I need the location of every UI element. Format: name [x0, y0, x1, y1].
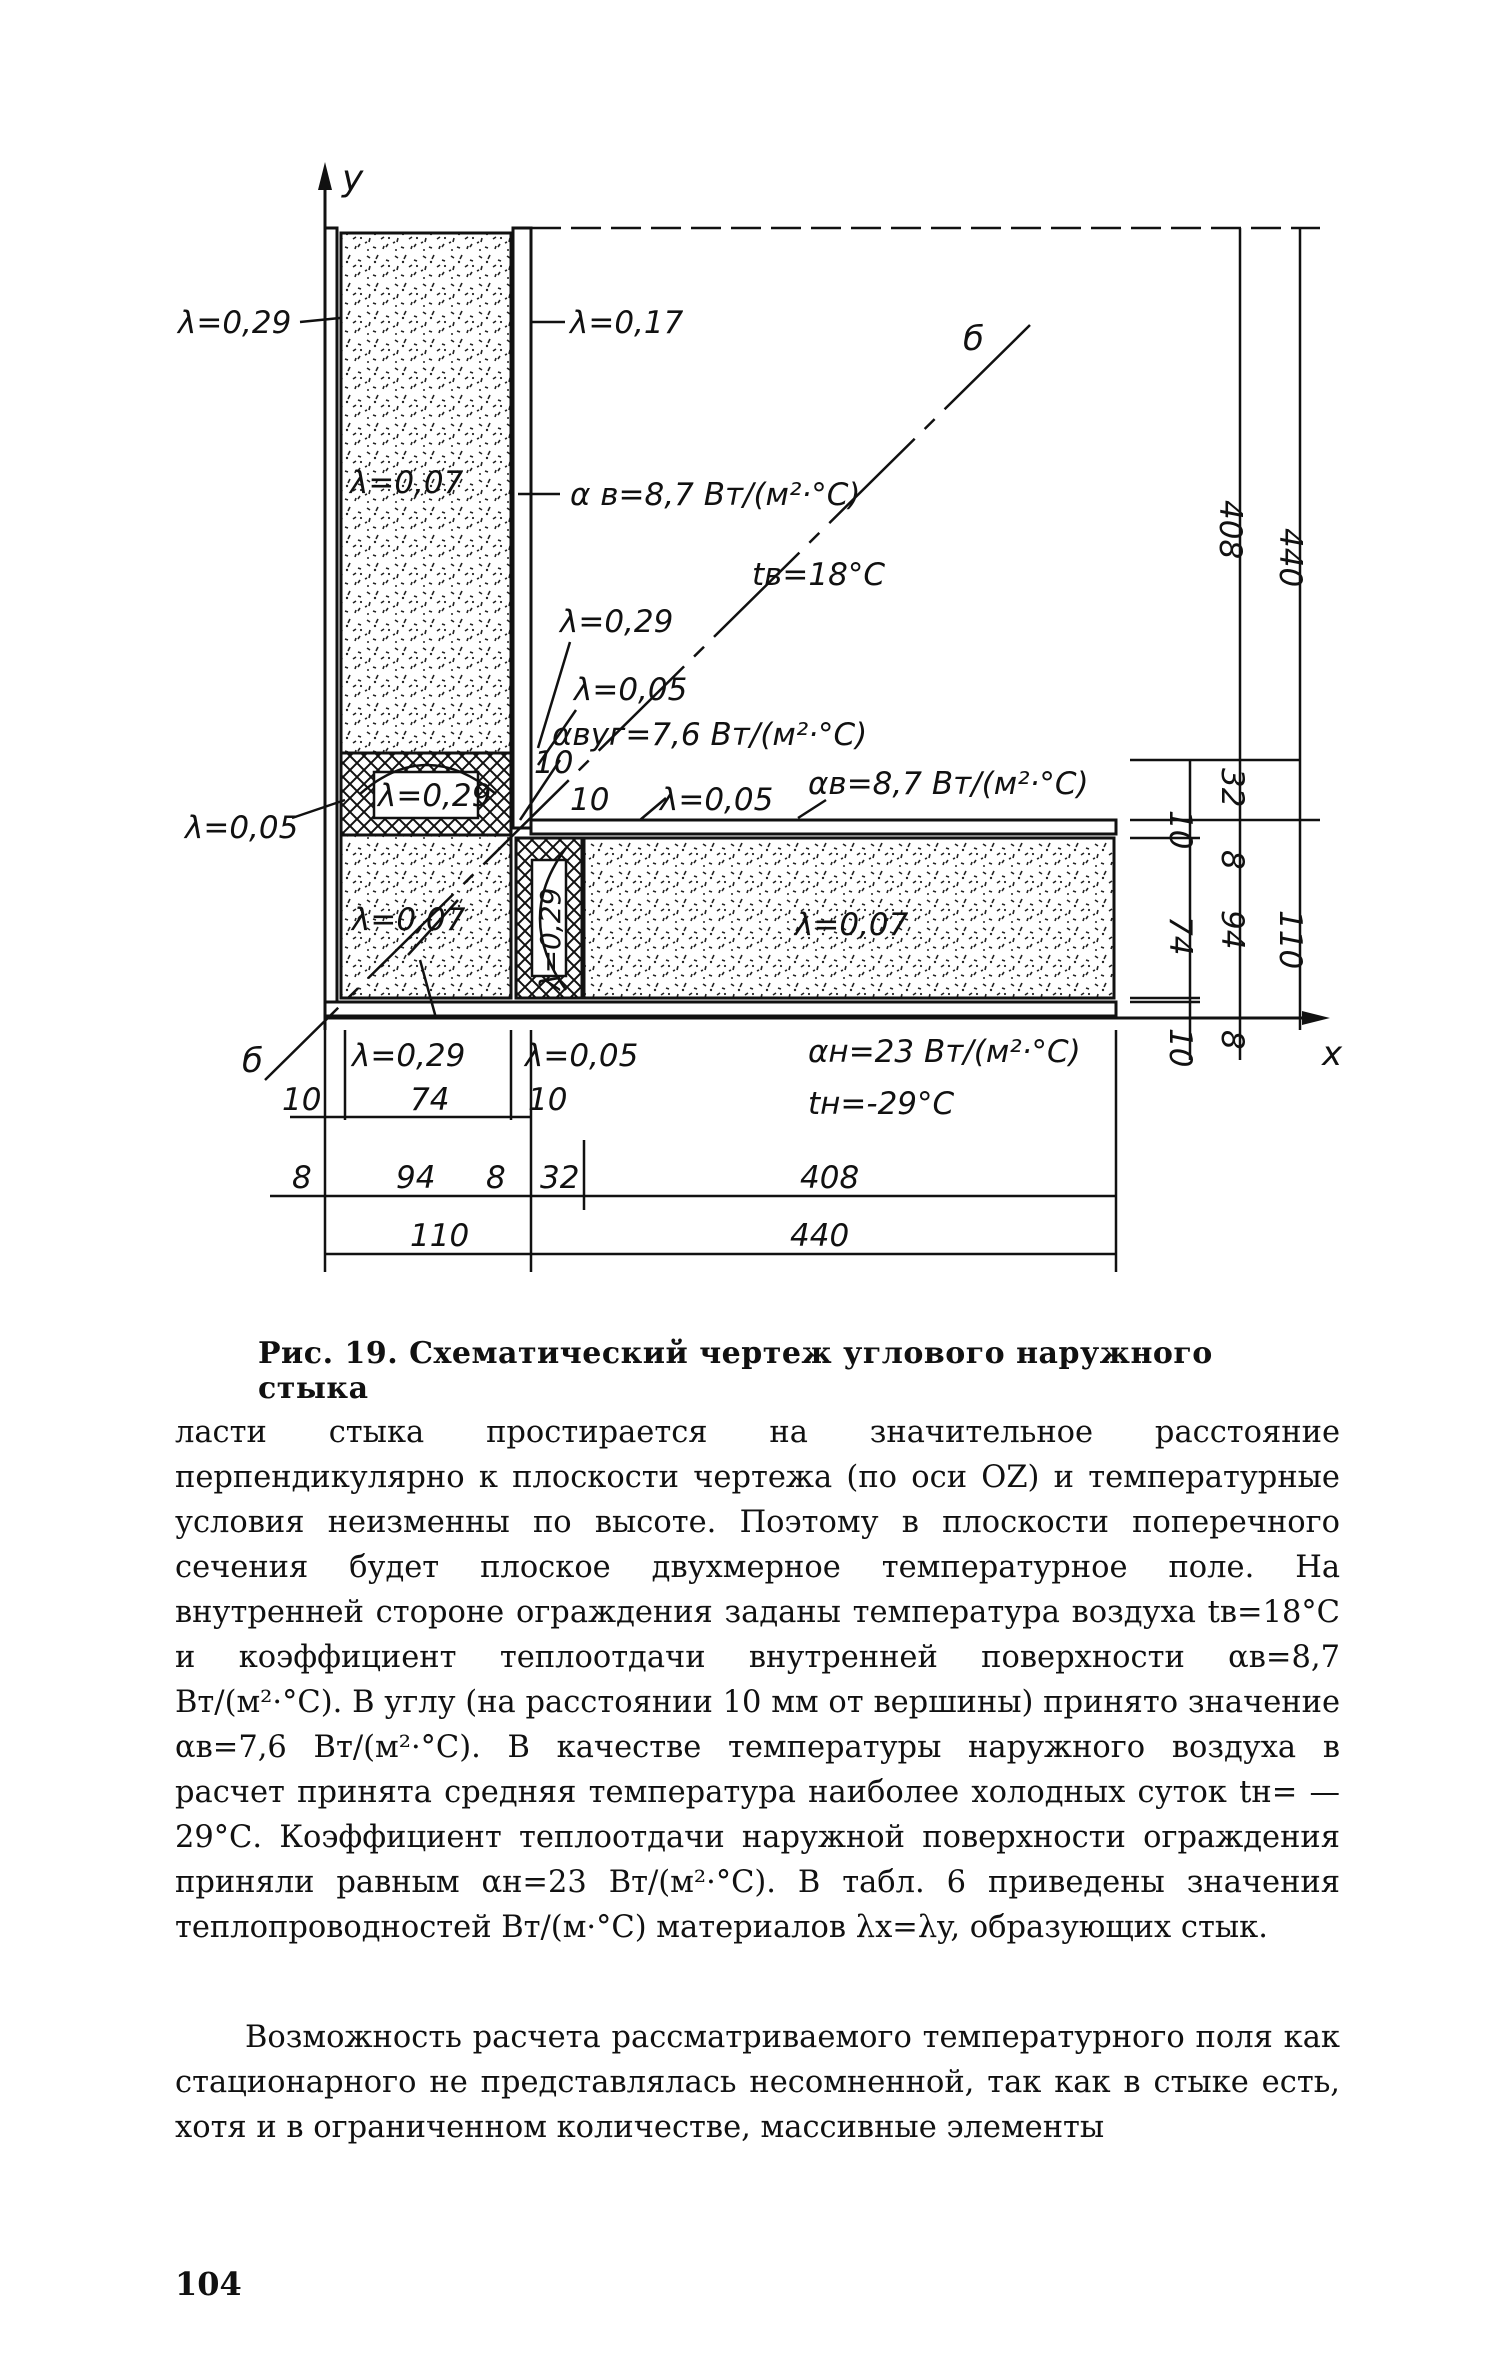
label-lambda-vertical-insulation: λ=0,07 — [350, 465, 464, 501]
label-lambda-inner-vertical: λ=0,17 — [570, 305, 684, 341]
dim-right-408: 408 — [1212, 500, 1248, 560]
dim-bottom-408: 408 — [800, 1160, 860, 1196]
label-ten-a: 10 — [534, 745, 574, 781]
label-alpha-corner: αвуг=7,6 Вт/(м²·°С) — [552, 717, 868, 753]
dim-bottom-10-left: 10 — [282, 1082, 322, 1118]
y-axis-label: y — [342, 158, 364, 199]
dim-right-8-bottom: 8 — [1214, 1030, 1250, 1050]
label-lambda-bottom-029: λ=0,29 — [352, 1038, 466, 1074]
dim-right-32: 32 — [1214, 768, 1250, 808]
label-lambda-right-005: λ=0,05 — [660, 782, 774, 818]
dim-bottom-94: 94 — [396, 1160, 436, 1196]
dim-right-8-top: 8 — [1214, 850, 1250, 870]
section-label-top: б — [963, 319, 984, 359]
dim-bottom-8-left: 8 — [292, 1160, 312, 1196]
dim-bottom-110: 110 — [410, 1218, 470, 1254]
label-lambda-corner-insulation: λ=0,07 — [352, 902, 466, 938]
label-lambda-outer-vertical: λ=0,29 — [178, 305, 292, 341]
dim-right-94: 94 — [1214, 910, 1250, 950]
label-alpha-inner-right: αв=8,7 Вт/(м²·°С) — [808, 766, 1089, 802]
paragraph-1 — [175, 1410, 1340, 1950]
dim-right-74: 74 — [1162, 916, 1198, 956]
dim-right-10-bottom: 10 — [1162, 1028, 1198, 1068]
label-lambda-horizontal-insulation: λ=0,07 — [795, 907, 909, 943]
vertical-wall-outer-layer — [325, 228, 337, 1018]
label-alpha-outer: αн=23 Вт/(м²·°С) — [808, 1034, 1081, 1070]
dim-right-440: 440 — [1272, 528, 1308, 588]
dim-bottom-74: 74 — [410, 1082, 450, 1118]
dim-bottom-440: 440 — [790, 1218, 850, 1254]
dim-bottom-10-right: 10 — [528, 1082, 568, 1118]
label-lambda-bottom-005: λ=0,05 — [525, 1038, 639, 1074]
label-lambda-left-005: λ=0,05 — [185, 810, 299, 846]
horizontal-wall-inner-layer — [531, 820, 1116, 834]
label-t-inner: tв=18°С — [752, 557, 885, 593]
paragraph-2 — [175, 2015, 1340, 2150]
label-alpha-inner-top: α в=8,7 Вт/(м²·°С) — [570, 477, 861, 513]
label-lambda-vertical-joint: λ=0,29 — [534, 887, 567, 990]
y-axis-arrow — [318, 162, 332, 190]
horizontal-wall-outer-layer — [325, 1002, 1116, 1016]
dim-bottom-8-right: 8 — [486, 1160, 506, 1196]
dim-right-110: 110 — [1272, 910, 1308, 970]
dim-bottom-32: 32 — [540, 1160, 580, 1196]
paragraph-2-text: Возможность расчета рассматриваемого температурного поля как стационарного не представлялась несомненной, так как в стыке есть, хотя и в ограниченном количестве, массивные элементы — [175, 2020, 1340, 2145]
x-axis-label: x — [1322, 1034, 1343, 1074]
label-lambda-mid-005: λ=0,05 — [574, 672, 688, 708]
page-number: 104 — [175, 2265, 242, 2303]
label-t-outer: tн=-29°С — [808, 1086, 955, 1122]
vertical-wall-inner-layer — [513, 228, 531, 828]
paragraph-1-text: ласти стыка простирается на значительное расстояние перпендикулярно к плоскости чертежа (по оси OZ) и температурные условия неизменны по высоте. Поэтому в плоскости поперечного сечения будет плоское двухмерное температурное поле. На внутренней стороне ограждения заданы температура воздуха tв=18°С и коэффициент теплоотдачи внутренней поверхности αв=8,7 Вт/(м²·°С). В углу (на расстоянии 10 мм от вершины) принято значение αв=7,6 Вт/(м²·°С). В качестве температуры наружного воздуха в расчет принята средняя температура наиболее холодных суток tн= —29°С. Коэффициент теплоотдачи наружной поверхности ограждения приняли равным αн=23 Вт/(м²·°С). В табл. 6 приведены значения теплопроводностей Вт/(м·°С) материалов λx=λy, образующих стык. — [175, 1415, 1340, 1945]
label-lambda-mid-029: λ=0,29 — [560, 604, 674, 640]
label-ten-b: 10 — [570, 782, 610, 818]
dim-right-10-top: 10 — [1162, 810, 1198, 850]
label-lambda-corner-029: λ=0,29 — [378, 778, 492, 814]
figure-caption: Рис. 19. Схематический чертеж углового наружного стыка — [258, 1336, 1213, 1406]
section-label-bottom: б — [242, 1041, 263, 1081]
x-axis-arrow — [1302, 1011, 1330, 1025]
